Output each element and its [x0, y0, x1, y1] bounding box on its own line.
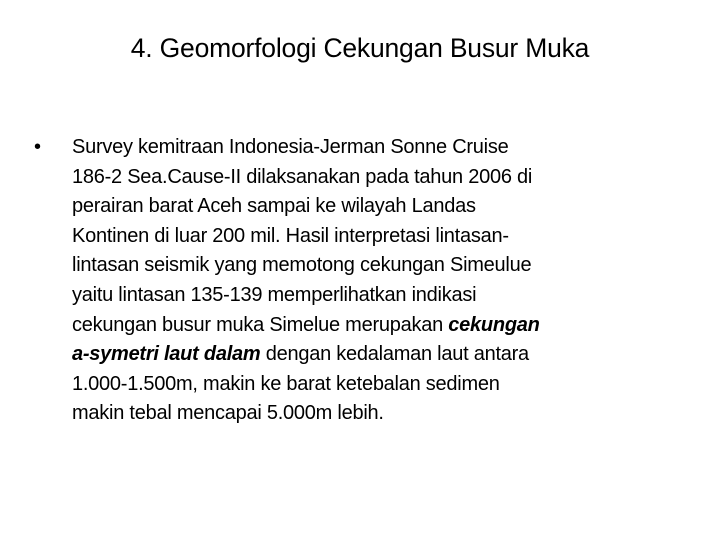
paragraph-line-4: Kontinen di luar 200 mil. Hasil interpretasi lintasan-	[72, 224, 509, 247]
paragraph-line-7	[72, 311, 694, 341]
paragraph-line-6: yaitu lintasan 135-139 memperlihatkan indikasi	[72, 283, 477, 306]
bullet-paragraph	[72, 133, 694, 429]
paragraph-line-9: 1.000-1.500m, makin ke barat ketebalan sedimen	[72, 372, 500, 395]
emphasis-asymetri: a-symetri laut dalam	[72, 343, 261, 366]
paragraph-line-5: lintasan seismik yang memotong cekungan Simeulue	[72, 254, 532, 277]
line-7-text: cekungan busur muka Simelue merupakan	[72, 313, 449, 336]
line-8-text: dengan kedalaman laut antara	[260, 343, 529, 366]
emphasis-cekungan: cekungan	[448, 313, 540, 336]
bullet-item	[34, 133, 694, 473]
paragraph-line-2: 186-2 Sea.Cause-II dilaksanakan pada tahun 2006 di	[72, 165, 533, 188]
paragraph-line-3: perairan barat Aceh sampai ke wilayah Landas	[72, 195, 476, 218]
paragraph-line-8	[72, 340, 694, 370]
slide-title: 4. Geomorfologi Cekungan Busur Muka	[130, 33, 590, 63]
bullet-dot-icon: •	[34, 136, 42, 158]
paragraph-line-10: makin tebal mencapai 5.000m lebih.	[72, 402, 384, 425]
paragraph-line-1: Survey kemitraan Indonesia-Jerman Sonne Cruise	[72, 136, 509, 158]
